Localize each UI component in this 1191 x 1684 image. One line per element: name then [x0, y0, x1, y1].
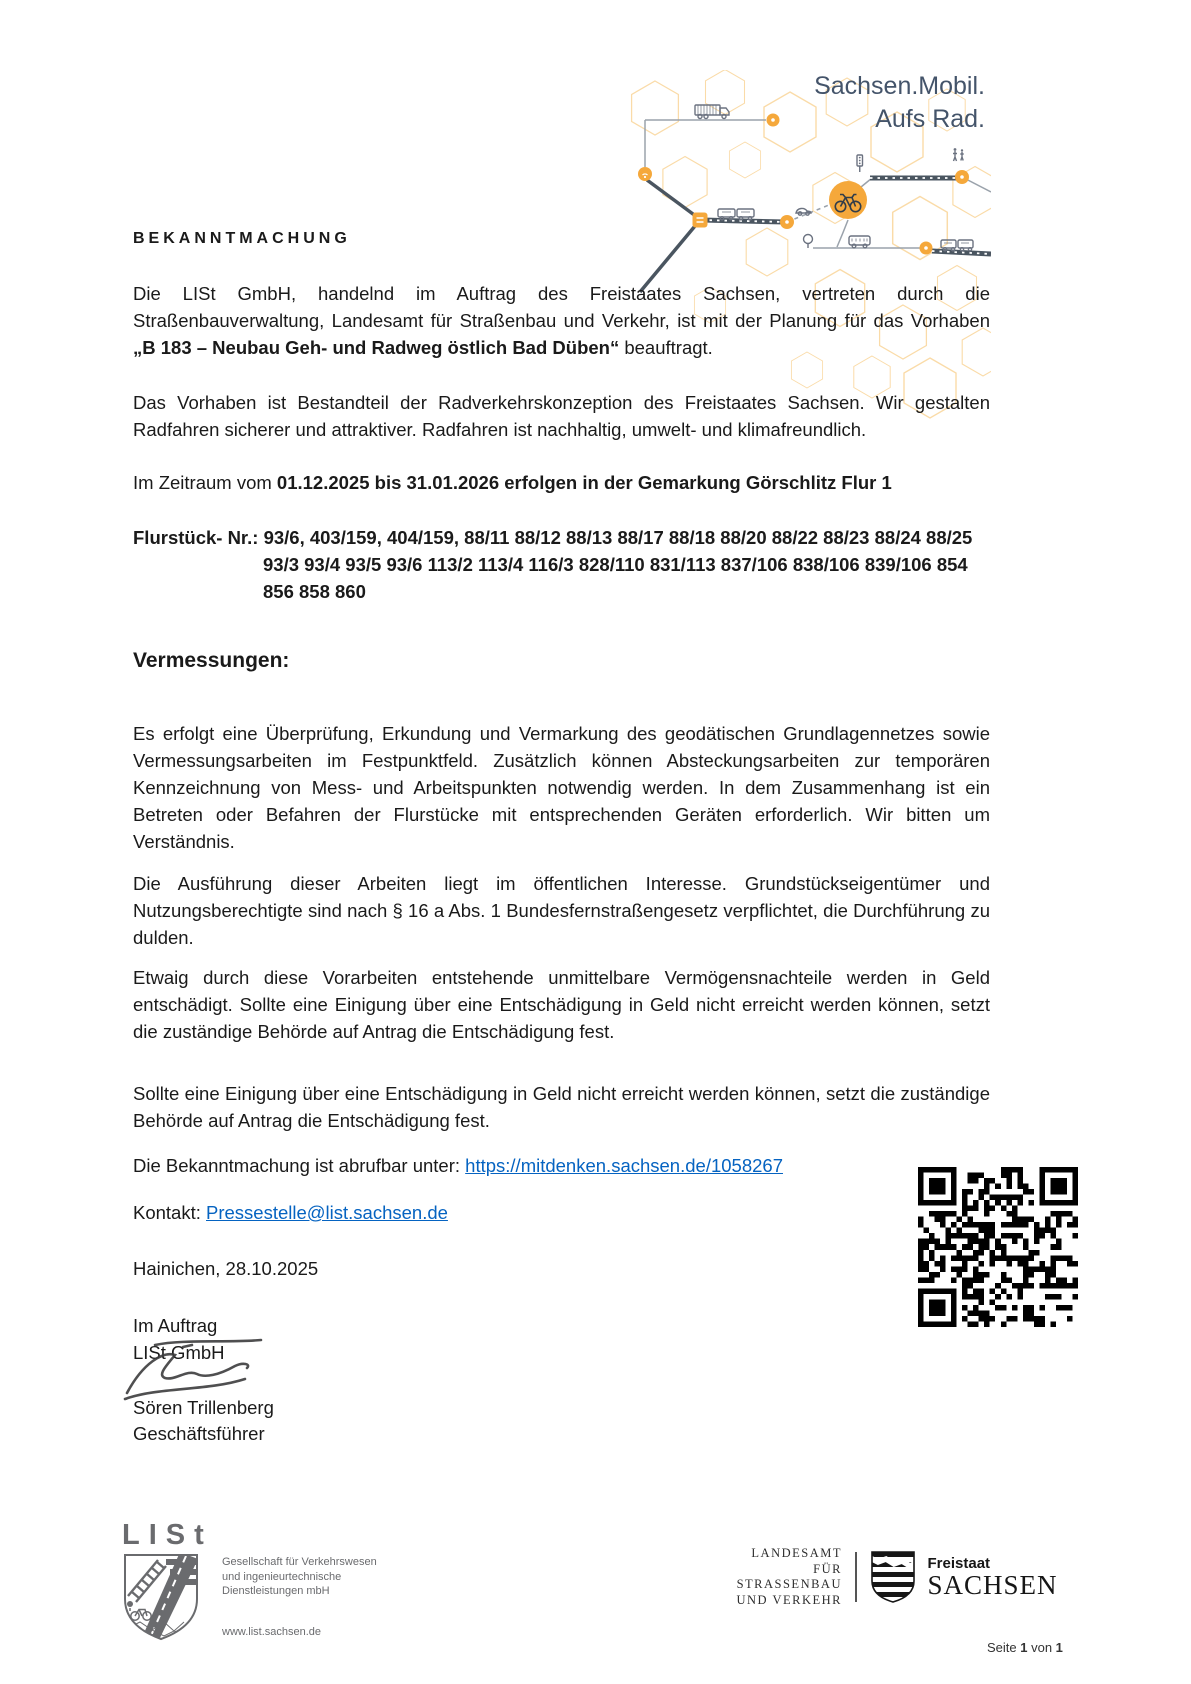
- sachsen-label: SACHSEN: [927, 1570, 1058, 1600]
- lasuv-line: FÜR STRASSENBAU: [736, 1561, 842, 1591]
- text-run: beauftragt.: [619, 337, 713, 358]
- flurstueck-label: Flurstück- Nr.:: [133, 527, 264, 548]
- car-icon: [796, 208, 811, 215]
- flurstueck-numbers: 93/6, 403/159, 404/159, 88/11 88/12 88/13 88/17 88/18 88/20 88/22 88/23 88/24 88/25 93/3 93/4 93/5 93/6 113/2 113/4 116/3 828/110 831/113 837/106 838/106 839/106 854 856 858 860: [263, 527, 973, 602]
- freistaat-sachsen-wordmark: [928, 1556, 1058, 1598]
- text-run: Seite: [987, 1640, 1021, 1655]
- text-run: 1: [1055, 1640, 1063, 1655]
- im-auftrag-block: [133, 1312, 990, 1366]
- lasuv-line: UND VERKEHR: [736, 1592, 842, 1607]
- brand-line-1: Sachsen.Mobil.: [814, 72, 985, 100]
- text-run: „B 183 – Neubau Geh- und Radweg östlich Bad Düben“: [133, 337, 620, 358]
- firma: LISt GmbH: [133, 1342, 225, 1363]
- list-company-line: und ingenieurtechnische: [222, 1570, 342, 1583]
- traffic-light-icon: [857, 155, 863, 172]
- einigung-paragraph: Sollte eine Einigung über eine Entschädigung in Geld nicht erreicht werden können, setzt die zuständige Behörde auf Antrag die Entschädigung fest.: [133, 1083, 990, 1131]
- signer-name: Sören Trillenberg: [133, 1397, 274, 1418]
- divider: [855, 1552, 857, 1602]
- text-run: Kontakt:: [133, 1202, 207, 1223]
- lasuv-wordmark: [712, 1546, 842, 1608]
- kontakt-paragraph: [133, 1199, 990, 1226]
- list-shield-icon: [122, 1552, 200, 1642]
- page-number: [987, 1640, 1063, 1655]
- ort-datum: Hainichen, 28.10.2025: [133, 1258, 319, 1279]
- train-icon: [718, 209, 754, 220]
- government-logo-block: [712, 1546, 1058, 1608]
- entschaedigung-paragraph: Etwaig durch diese Vorarbeiten entstehende unmittelbare Vermögensnachteile werden in Geld entschädigt. Sollte eine Einigung über eine Entschädigung in Geld nicht erreicht werden können, setzt die zuständige Behörde auf Antrag die Entschädigung fest.: [133, 967, 990, 1042]
- vermessungen-heading: Vermessungen:: [133, 649, 290, 672]
- brand-line-2: Aufs Rad.: [875, 105, 985, 133]
- text-run: Im Zeitraum vom: [133, 472, 277, 493]
- pedestrians-icon: [953, 148, 964, 161]
- text-run: 01.12.2025 bis 31.01.2026 erfolgen in der Gemarkung Görschlitz Flur 1: [276, 472, 892, 493]
- document-body: [133, 225, 990, 1447]
- saxony-coat-of-arms-icon: [870, 1550, 916, 1604]
- brand-tagline: [814, 70, 985, 136]
- intro-paragraph: [133, 280, 990, 361]
- truck-icon: [695, 105, 729, 119]
- page-title: BEKANNTMACHUNG: [133, 230, 351, 247]
- text-run: Die Bekanntmachung ist abrufbar unter:: [133, 1155, 466, 1176]
- zeitraum-paragraph: [133, 469, 990, 496]
- list-company-line: Gesellschaft für Verkehrswesen: [222, 1556, 377, 1568]
- qr-code: [918, 1167, 1078, 1327]
- text-run: Die LISt GmbH, handelnd im Auftrag des Freistaates Sachsen, vertreten durch die Straßenbauverwaltung, Landesamt für Straßenbau und Verkehr, ist mit der Planung für das Vorhaben: [133, 283, 990, 331]
- list-website: www.list.sachsen.de: [222, 1625, 322, 1638]
- vermessung-paragraph: Es erfolgt eine Überprüfung, Erkundung und Vermarkung des geodätischen Grundlagennetzes sowie Vermessungsarbeiten im Festpunktfeld. Zusätzlich können Absteckungsarbeiten zur temporären Kennzeichnung von Mess- und Arbeitspunkten notwendig werden. In dem Zusammenhang ist ein Betreten oder Befahren der Flurstücke mit entsprechenden Geräten erforderlich. Wir bitten um Verständnis.: [133, 723, 990, 852]
- vorhaben-paragraph: Das Vorhaben ist Bestandteil der Radverkehrskonzeption des Freistaates Sachsen. Wir gestalten Radfahren sicherer und attraktiver. Radfahren ist nachhaltig, umwelt- und klimafreundlich.: [133, 392, 990, 440]
- text-run: von: [1027, 1640, 1056, 1655]
- list-company-text: [222, 1552, 377, 1642]
- list-wordmark: LISt: [122, 1519, 213, 1551]
- lasuv-line: LANDESAMT: [751, 1546, 842, 1560]
- list-company-line: Dienstleistungen mbH: [222, 1585, 330, 1597]
- hyperlink[interactable]: https://mitdenken.sachsen.de/1058267: [465, 1155, 783, 1176]
- bicycle-icon: [829, 181, 867, 219]
- signer-block: [133, 1395, 990, 1447]
- text-run: 1: [1020, 1640, 1028, 1655]
- signer-title: Geschäftsführer: [133, 1423, 265, 1444]
- hyperlink[interactable]: Pressestelle@list.sachsen.de: [206, 1202, 448, 1223]
- flurstueck-paragraph: [133, 524, 990, 605]
- abrufbar-paragraph: [133, 1152, 990, 1179]
- list-logo-block: [122, 1520, 377, 1642]
- freistaat-label: Freistaat: [927, 1555, 991, 1572]
- interesse-paragraph: Die Ausführung dieser Arbeiten liegt im öffentlichen Interesse. Grundstückseigentümer und Nutzungsberechtigte sind nach § 16 a Abs. 1 Bundesfernstraßengesetz verpflichtet, die Durchführung zu dulden.: [133, 873, 990, 948]
- im-auftrag: Im Auftrag: [133, 1315, 218, 1336]
